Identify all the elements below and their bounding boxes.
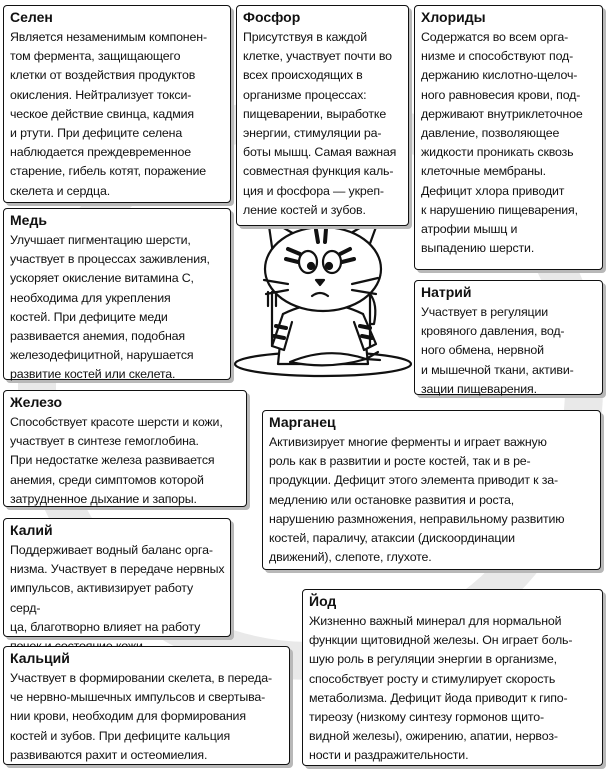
card-title: Марганец (269, 414, 336, 430)
card-title: Калий (10, 522, 53, 538)
card-title: Хлориды (421, 9, 486, 25)
card-fosfor (236, 5, 409, 226)
card-text: Жизненно важный минерал для нормальной функции щитовидной железы. Он играет боль- шую роль в регуляции энергии в организме, способствует росту и стимулирует скорость метаболизма. Дефицит йода приводит к гипо- тиреозу (низкому синтезу гормонов щито- видной железы), ожирению, апатии, нервоз- ности и раздражительности. (309, 614, 573, 763)
card-text: Поддерживает водный баланс орга- низма. Участвует в передаче нервных импульсов, активизирует работу серд- ца, благотворно влияет на работу (10, 543, 225, 634)
cat-head (265, 227, 381, 311)
card-med (3, 208, 231, 380)
card-title: Йод (309, 593, 337, 609)
card-title: Натрий (421, 284, 472, 300)
card-text: Содержатся во всем орга- низме и способствуют под- держанию кислотно-щелоч- ного равновесия крови, под- держивают внутриклеточное давление, позволяющее жидкости проникать сквозь клеточные мембраны. Дефицит хлора приводит к нарушению пищеварения, атрофии мышц и выпадению шерсти. (421, 30, 583, 256)
card-natriy (414, 280, 603, 395)
card-zhelezo (3, 390, 247, 507)
card-text: Участвует в формировании скелета, в переда- че нервно-мышечных импульсов и свертыва- нии крови, необходим для формирования костей и зубов. При дефиците кальция развиваются рахит и остеомиелия. (10, 671, 272, 762)
card-selen (3, 5, 231, 203)
card-text: Активизирует многие ферменты и играет важную роль как в развитии и росте костей, так и в ре- продукции. Дефицит этого элемента приводит к за- медлению или остановке развития и роста, нарушению размножения, неправильному развитию костей, параличу, атаксии (дискоординации движений), слепоте, глухоте. (269, 435, 565, 565)
card-title: Медь (10, 212, 47, 228)
card-text: Участвует в регуляции кровяного давления, вод- ного обмена, нервной и мышечной ткани, активи- зации пищеварения. (421, 305, 574, 396)
card-khloridy (414, 5, 603, 270)
card-marganets (262, 410, 601, 570)
card-text: Способствует красоте шерсти и кожи, участвует в синтезе гемоглобина. При недостатке железа развивается анемия, среди симптомов которой затрудненное дыхание и запоры. (10, 415, 223, 506)
card-text: Присутствуя в каждой клетке, участвует почти во всех происходящих в организме процессах: пищеварении, выработке энергии, стимуляции ра- боты мышц. Самая важная совместная функция каль- ция и фосфора — укреп- ление костей и зубов. (243, 30, 397, 217)
card-kaltsiy (3, 646, 290, 765)
card-title: Фосфор (243, 9, 301, 25)
card-kaliy (3, 518, 231, 637)
card-title: Железо (10, 394, 63, 410)
card-title: Селен (10, 9, 53, 25)
cat-illustration (228, 214, 418, 384)
card-text: Улучшает пигментацию шерсти, участвует в процессах заживления, ускоряет окисление витамина С, необходима для укрепления костей. При дефиците меди развивается анемия, подобная железодефицитной, нарушается развитие костей или скелета. (10, 233, 210, 382)
card-text: Является незаменимым компонен- том фермента, защищающего клетки от воздействия продуктов окисления. Нейтрализует токси- ческое действие свинца, кадмия и ртути. При дефиците селена наблюдается преждевременное старение, гибель котят, поражение скелета и сердца. (10, 30, 207, 198)
card-title: Кальций (10, 650, 70, 666)
card-yod (302, 589, 603, 766)
